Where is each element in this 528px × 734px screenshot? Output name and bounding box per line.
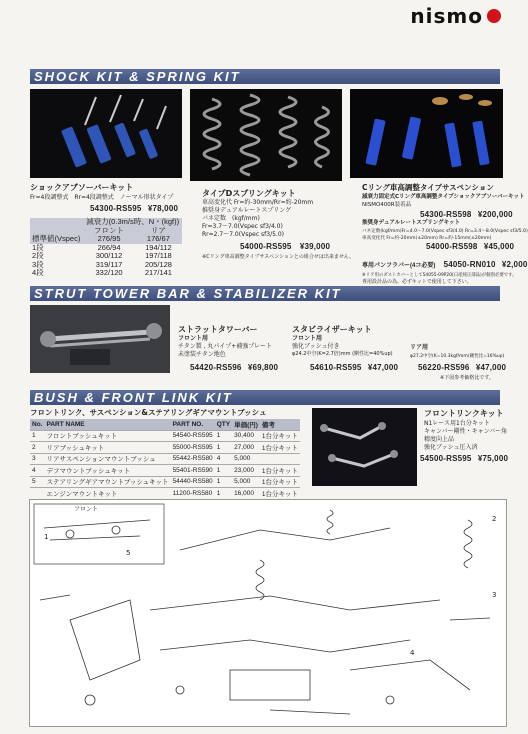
col-price: 単価(円)	[232, 419, 260, 430]
callout-1: 1	[44, 533, 49, 541]
stabilizer-rear-line: φ27.2中空(K=10.3kgf/mm(剛性比=16%up)	[410, 354, 505, 359]
table-row: 2 リアブッシュキット 55000-RS595 1 27,000 1台分キット	[30, 442, 300, 454]
col-no: No.	[30, 419, 44, 430]
spring-line-4: Fr=3.7〜7.0(Vspec sf3/4.0)	[202, 223, 283, 230]
spring-title: タイプDスプリングキット	[202, 189, 296, 198]
spec-header: 減衰力(0.3m/s時、N・(kgf))	[83, 218, 182, 227]
shock-price: ¥78,000	[147, 204, 179, 213]
col-part-name: PART NAME	[44, 419, 170, 430]
callout-2: 2	[492, 515, 497, 523]
stabilizer-front-label: フロント用	[292, 335, 323, 342]
shock-absorber-photo	[30, 89, 182, 178]
stabilizer-front-price: ¥47,000	[367, 363, 399, 372]
col-part-no: PART NO.	[171, 419, 215, 430]
spec-row: 3段 319/117 205/128	[32, 259, 172, 269]
strut-line-1: チタン製 , 丸パイプ+補強プレート	[178, 343, 273, 350]
c-ring-line-1: バネ定数(kgf/mm)Fr=4.0〜7.0(Vspec sf3/4.0) Rr=3.4〜8.0(Vspec sf3/5.0)	[362, 229, 528, 234]
strut-line-2: 未塗装チタン地色	[178, 351, 226, 358]
stabilizer-front-line-1: 強化ブッシュ付き	[292, 343, 340, 350]
spring-line-3: バネ定数 (kgf/mm)	[202, 215, 260, 222]
c-ring-line-2: 車高変化代 Fr=約-20mm(±20mm) Rr=約-15mm(±20mm)	[362, 236, 492, 241]
shock-price-line	[90, 204, 178, 213]
front-link-part-no: 54500-RS595	[420, 454, 472, 463]
c-ring-title: Cリング車高調整タイプサスペンション	[362, 183, 494, 192]
banner-strut-stabilizer: STRUT TOWER BAR & STABILIZER KIT	[30, 286, 500, 301]
table-row: 5 ステアリングギアマウントブッシュキット 54440-RS580 1 5,000 1台分キット	[30, 476, 300, 488]
table-row: 3 リアサスペンションマウントブッシュ 55442-RS580 4 5,000	[30, 453, 300, 465]
front-link-line-3: 精度向上品	[424, 436, 455, 443]
table-row: 4 デフマウントブッシュキット 55401-RS590 1 23,000 1台分キット	[30, 465, 300, 477]
stabilizer-rear-price: ¥47,000	[475, 363, 507, 372]
stabilizer-front-part: 54610-RS595	[310, 363, 362, 372]
stabilizer-note: ※下図参考価格比です。	[440, 375, 494, 381]
shock-part-no: 54300-RS595	[90, 204, 142, 213]
front-link-price-line	[420, 454, 508, 463]
spring-price: ¥39,000	[299, 242, 331, 251]
diagram-front-label: フロント	[74, 506, 99, 513]
c-ring-suspension-photo	[350, 89, 503, 178]
shock-desc: Fr=4段調整式 Rr=4段調整式 ノーマル形状タイプ	[30, 194, 174, 201]
strut-title: ストラットタワーバー	[178, 325, 258, 334]
c-ring-note-1: ※リア用のダストカバーとして54055-09P20(日産純正部品)が個別必要です。	[362, 273, 517, 278]
stabilizer-rear-price-line	[418, 363, 506, 372]
spring-line-5: Rr=2.7〜7.0(Vspec sf3/5.0)	[202, 231, 284, 238]
col-note: 備考	[260, 419, 300, 430]
suspension-exploded-diagram	[29, 499, 507, 727]
c-ring-price-line-1	[420, 210, 513, 219]
c-ring-part3: 54050-RN010	[443, 260, 496, 269]
strut-part-no: 54420-RS596	[190, 363, 242, 372]
spring-line-1: 車高変化代 Fr=約-30mm/Rr=約-20mm	[202, 199, 314, 206]
brand-dot-icon	[487, 9, 501, 23]
c-ring-price2: ¥45,000	[483, 242, 515, 251]
spec-row: 標準値(Vspec) 276/95 176/67	[30, 235, 182, 244]
shock-title: ショックアブソーバーキット	[30, 183, 134, 192]
strut-price-line	[190, 363, 278, 372]
spring-part-no: 54000-RS595	[240, 242, 292, 251]
callout-3: 3	[492, 591, 497, 599]
callout-5: 5	[126, 549, 131, 557]
c-ring-price-line-2	[426, 242, 514, 251]
banner-bush-front-link: BUSH & FRONT LINK KIT	[30, 390, 500, 405]
shock-spec-table	[30, 218, 182, 278]
spec-row: 1段 266/94 194/112	[32, 242, 172, 252]
col-qty: QTY	[215, 419, 232, 430]
c-ring-sub1: 減衰力固定式Cリング車高調整タイプショックアブソーバーキット	[362, 194, 525, 200]
front-link-price: ¥75,000	[477, 454, 509, 463]
c-ring-note-2: 専用設計品の為、必ずキットで使用して下さい。	[362, 279, 472, 285]
c-ring-price-line-3	[362, 260, 528, 269]
strut-sub: フロント用	[178, 335, 209, 342]
spring-note: ※Cリング車高調整タイプサスペンションとの組合せは出来ません。	[202, 254, 355, 260]
c-ring-wrench-label: 専用パンフラバー(4コ必要)	[362, 263, 436, 269]
spec-row: 4段 332/120 217/141	[32, 268, 172, 277]
strut-price: ¥69,800	[247, 363, 279, 372]
c-ring-price1: ¥200,000	[477, 210, 513, 219]
front-link-title: フロントリンクキット	[424, 409, 504, 418]
c-ring-part1: 54300-RS598	[420, 210, 472, 219]
front-link-line-2: キャンバー剛性・キャンバー角	[424, 428, 508, 435]
c-ring-price3: ¥2,000	[501, 260, 528, 269]
front-link-line-1: N1レース用1台分キット	[424, 420, 490, 427]
strut-bar-photo	[30, 305, 170, 373]
c-ring-sub1b: NISMO400R装着品	[362, 202, 412, 208]
c-ring-part2: 54000-RS598	[426, 242, 478, 251]
spec-col-rear: リア	[135, 227, 182, 236]
stabilizer-title: スタビライザーキット	[292, 325, 372, 334]
stabilizer-rear-label: リア用	[410, 344, 429, 351]
stabilizer-rear-part: 56220-RS596	[418, 363, 470, 372]
nismo-logo	[410, 4, 501, 28]
brand-text: nismo	[410, 4, 483, 28]
stabilizer-front-price-line	[310, 363, 398, 372]
bush-parts-table	[30, 419, 300, 500]
spec-row: 2段 300/112 197/118	[32, 251, 172, 260]
banner-shock-spring: SHOCK KIT & SPRING KIT	[30, 69, 500, 84]
spring-line-2: 推奨身デュアルレートスプリング	[202, 207, 292, 214]
spring-photo	[190, 89, 342, 181]
stabilizer-front-line-2: φ24.2中空(K=2.7倍)mm (剛性比=40%up)	[292, 351, 393, 357]
front-link-photo	[312, 408, 417, 486]
bush-subtitle: フロントリンク、サスペンション&ステアリングギアマウントブッシュ	[30, 408, 267, 417]
spring-price-line	[240, 242, 330, 251]
table-row: エンジンマウントキット 11200-RS580 1 16,000 1台分キット	[30, 488, 300, 500]
c-ring-sub2: 推奨身デュアルレートスプリングキット	[362, 220, 460, 226]
front-link-line-4: 強化ブッシュ圧入済	[424, 444, 478, 451]
spec-col-front: フロント	[83, 227, 135, 236]
callout-4: 4	[410, 649, 415, 657]
table-row: 1 フロントブッシュキット 54540-RS595 1 30,400 1台分キット	[30, 430, 300, 442]
